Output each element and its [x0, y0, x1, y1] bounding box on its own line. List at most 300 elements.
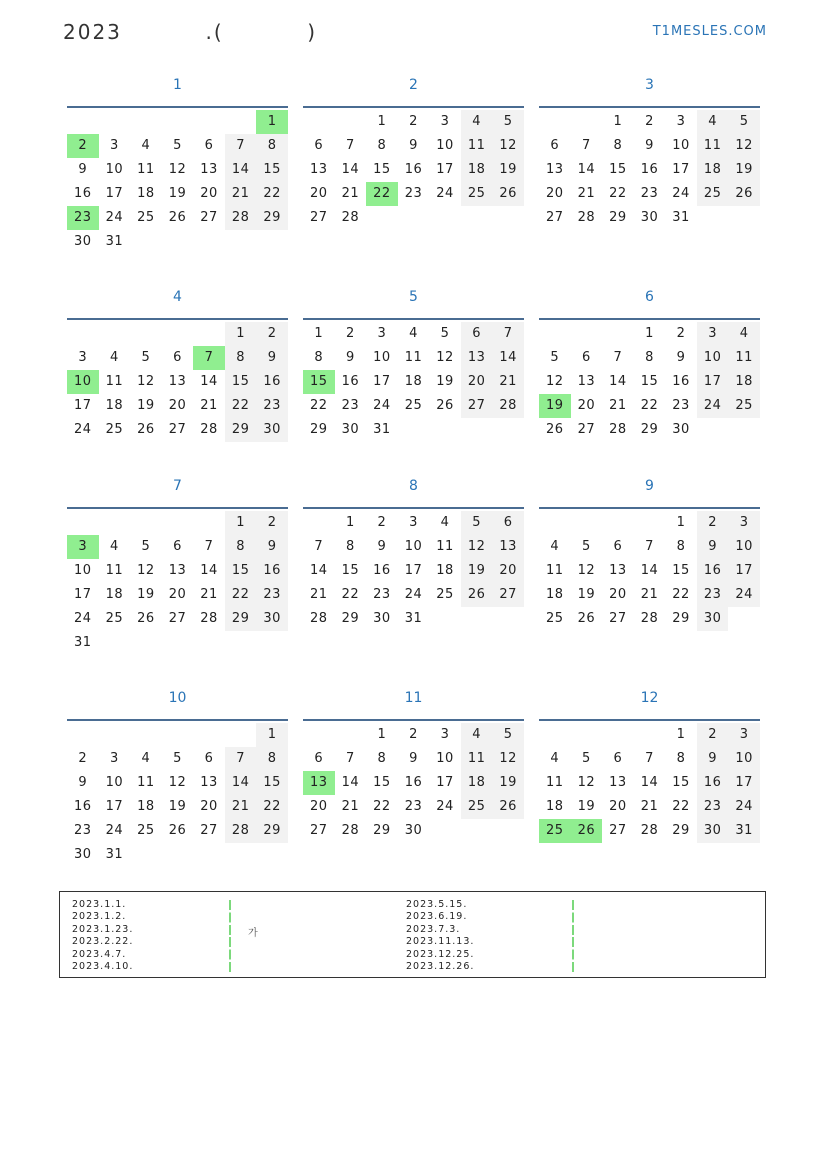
day-cell: 6: [613, 539, 623, 554]
empty-cell: [130, 511, 162, 535]
day-cell: 14: [640, 563, 659, 578]
month-title: 1: [173, 77, 182, 93]
day-cell: 12: [577, 563, 596, 578]
day-cell: 23: [373, 587, 391, 602]
month-11: [303, 685, 524, 843]
day-cell: 22: [310, 398, 328, 413]
day-cell: 12: [492, 747, 524, 771]
day-cell: 25: [137, 823, 155, 838]
day-cell: 21: [492, 370, 524, 394]
day-cell: 6: [550, 138, 560, 153]
day-cell: 14: [225, 771, 257, 795]
day-cell: 2: [67, 134, 99, 158]
day-cell: 27: [310, 210, 328, 225]
month-title: 6: [645, 289, 654, 305]
day-cell: 31: [728, 819, 760, 843]
month-10: [67, 685, 288, 867]
month-days: [67, 110, 288, 254]
day-cell: 19: [137, 587, 155, 602]
day-cell: 23: [697, 795, 729, 819]
day-cell: 21: [200, 398, 218, 413]
month-days: [303, 110, 524, 230]
day-cell: 11: [105, 374, 124, 389]
day-cell: 16: [697, 559, 729, 583]
day-cell: 8: [613, 138, 623, 153]
day-cell: 10: [697, 346, 729, 370]
day-cell: 18: [137, 186, 155, 201]
day-cell: 15: [225, 370, 257, 394]
day-cell: 29: [341, 611, 360, 626]
day-cell: 22: [672, 587, 690, 602]
day-cell: 20: [168, 587, 187, 602]
day-cell: 6: [204, 138, 214, 153]
day-cell: 1: [645, 326, 654, 341]
day-cell: 25: [546, 611, 564, 626]
empty-cell: [130, 322, 162, 346]
day-cell: 16: [404, 775, 423, 790]
day-cell: 25: [461, 182, 493, 206]
day-cell: 11: [546, 563, 564, 578]
month-rule: [539, 507, 760, 509]
month-title: 12: [640, 690, 659, 706]
day-cell: 3: [78, 350, 88, 365]
empty-cell: [539, 723, 571, 747]
empty-cell: [303, 110, 335, 134]
month-days: [539, 322, 760, 442]
day-cell: 24: [672, 186, 690, 201]
day-cell: 8: [676, 751, 686, 766]
empty-cell: [539, 110, 571, 134]
day-cell: 19: [168, 186, 187, 201]
day-cell: 20: [609, 799, 627, 814]
month-7: [67, 473, 288, 655]
day-cell: 22: [640, 398, 659, 413]
day-cell: 18: [137, 799, 155, 814]
day-cell: 27: [168, 611, 187, 626]
day-cell: 3: [109, 138, 119, 153]
day-cell: 30: [672, 422, 690, 437]
day-cell: 13: [609, 563, 627, 578]
day-cell: 27: [492, 583, 524, 607]
day-cell: 20: [200, 186, 218, 201]
month-days: [539, 723, 760, 843]
day-cell: 25: [105, 611, 124, 626]
day-cell: 28: [640, 611, 659, 626]
day-cell: 22: [341, 587, 360, 602]
day-cell: 1: [613, 114, 623, 129]
day-cell: 7: [492, 322, 524, 346]
day-cell: 18: [436, 563, 454, 578]
day-cell: 18: [546, 799, 564, 814]
legend-date: 2023.12.26.: [406, 960, 475, 972]
day-cell: 2: [78, 751, 88, 766]
day-cell: 3: [109, 751, 119, 766]
day-cell: 28: [609, 422, 627, 437]
day-cell: 20: [310, 799, 328, 814]
day-cell: 10: [672, 138, 690, 153]
day-cell: 15: [225, 559, 257, 583]
empty-cell: [193, 110, 225, 134]
day-cell: 24: [697, 394, 729, 418]
day-cell: 27: [200, 210, 218, 225]
day-cell: 11: [137, 775, 155, 790]
day-cell: 24: [105, 210, 124, 225]
month-rule: [303, 318, 524, 320]
day-cell: 5: [141, 539, 151, 554]
day-cell: 20: [168, 398, 187, 413]
day-cell: 2: [676, 326, 686, 341]
day-cell: 28: [225, 206, 257, 230]
day-cell: 4: [109, 350, 119, 365]
day-cell: 9: [697, 535, 729, 559]
day-cell: 7: [225, 747, 257, 771]
day-cell: 9: [345, 350, 355, 365]
day-cell: 26: [492, 182, 524, 206]
day-cell: 16: [256, 559, 288, 583]
empty-cell: [99, 322, 131, 346]
day-cell: 14: [492, 346, 524, 370]
day-cell: 5: [728, 110, 760, 134]
day-cell: 5: [581, 539, 591, 554]
day-cell: 9: [676, 350, 686, 365]
day-cell: 30: [373, 611, 391, 626]
empty-cell: [303, 723, 335, 747]
day-cell: 23: [74, 823, 92, 838]
day-cell: 23: [256, 583, 288, 607]
day-cell: 28: [200, 611, 218, 626]
day-cell: 13: [200, 775, 218, 790]
empty-cell: [162, 511, 194, 535]
day-cell: 16: [74, 799, 92, 814]
legend-left-dates: [72, 899, 133, 973]
day-cell: 16: [404, 162, 423, 177]
day-cell: 20: [546, 186, 564, 201]
empty-cell: [193, 322, 225, 346]
day-cell: 17: [672, 162, 690, 177]
day-cell: 1: [345, 515, 355, 530]
legend-date: 2023.1.23.: [72, 923, 134, 935]
day-cell: 29: [225, 607, 257, 631]
day-cell: 24: [728, 795, 760, 819]
day-cell: 27: [200, 823, 218, 838]
day-cell: 27: [168, 422, 187, 437]
day-cell: 22: [225, 583, 257, 607]
day-cell: 27: [310, 823, 328, 838]
month-6: [539, 284, 760, 442]
month-title: 10: [168, 690, 187, 706]
empty-cell: [303, 511, 335, 535]
day-cell: 9: [377, 539, 387, 554]
day-cell: 4: [550, 751, 560, 766]
day-cell: 15: [373, 775, 391, 790]
day-cell: 5: [492, 723, 524, 747]
day-cell: 25: [404, 398, 423, 413]
day-cell: 1: [256, 723, 288, 747]
day-cell: 2: [645, 114, 654, 129]
day-cell: 8: [225, 535, 257, 559]
day-cell: 17: [74, 398, 92, 413]
day-cell: 14: [200, 374, 218, 389]
day-cell: 19: [577, 799, 596, 814]
day-cell: 22: [366, 182, 398, 206]
legend-date: 2023.12.25.: [406, 948, 475, 960]
day-cell: 14: [200, 563, 218, 578]
day-cell: 20: [200, 799, 218, 814]
day-cell: 9: [697, 747, 729, 771]
empty-cell: [67, 511, 99, 535]
month-rule: [303, 719, 524, 721]
empty-cell: [67, 322, 99, 346]
legend-date: 2023.5.15.: [406, 899, 468, 910]
day-cell: 17: [373, 374, 391, 389]
brand-link[interactable]: T1MESLES.COM: [652, 24, 767, 39]
day-cell: 3: [728, 723, 760, 747]
day-cell: 7: [345, 751, 355, 766]
empty-cell: [193, 723, 225, 747]
day-cell: 11: [404, 350, 423, 365]
day-cell: 29: [225, 418, 257, 442]
month-title: 5: [409, 289, 418, 305]
empty-cell: [571, 110, 603, 134]
day-cell: 7: [204, 539, 214, 554]
day-cell: 10: [404, 539, 423, 554]
day-cell: 15: [303, 370, 335, 394]
day-cell: 17: [404, 563, 423, 578]
day-cell: 27: [577, 422, 596, 437]
day-cell: 17: [105, 186, 124, 201]
day-cell: 12: [436, 350, 454, 365]
day-cell: 30: [341, 422, 360, 437]
day-cell: 8: [676, 539, 686, 554]
day-cell: 17: [74, 587, 92, 602]
day-cell: 8: [645, 350, 654, 365]
day-cell: 29: [672, 611, 690, 626]
month-8: [303, 473, 524, 631]
day-cell: 3: [728, 511, 760, 535]
day-cell: 4: [697, 110, 729, 134]
day-cell: 26: [137, 422, 155, 437]
day-cell: 2: [409, 727, 418, 742]
day-cell: 21: [341, 186, 360, 201]
empty-cell: [571, 723, 603, 747]
day-cell: 13: [310, 162, 328, 177]
day-cell: 3: [67, 535, 99, 559]
day-cell: 9: [256, 346, 288, 370]
month-1: [67, 72, 288, 254]
day-cell: 12: [492, 134, 524, 158]
day-cell: 19: [168, 799, 187, 814]
day-cell: 18: [404, 374, 423, 389]
day-cell: 5: [440, 326, 450, 341]
day-cell: 6: [173, 539, 182, 554]
day-cell: 5: [550, 350, 560, 365]
day-cell: 13: [492, 535, 524, 559]
day-cell: 28: [640, 823, 659, 838]
day-cell: 19: [137, 398, 155, 413]
day-cell: 13: [461, 346, 493, 370]
month-days: [67, 322, 288, 442]
legend-marker-left: [229, 900, 231, 972]
day-cell: 30: [697, 819, 729, 843]
day-cell: 14: [640, 775, 659, 790]
day-cell: 3: [676, 114, 686, 129]
day-cell: 30: [256, 418, 288, 442]
day-cell: 19: [728, 158, 760, 182]
day-cell: 28: [341, 210, 360, 225]
day-cell: 8: [377, 751, 387, 766]
day-cell: 10: [728, 747, 760, 771]
empty-cell: [67, 723, 99, 747]
day-cell: 8: [225, 346, 257, 370]
month-9: [539, 473, 760, 631]
day-cell: 8: [345, 539, 355, 554]
day-cell: 6: [613, 751, 623, 766]
day-cell: 25: [137, 210, 155, 225]
legend-marker-right: [572, 900, 574, 972]
empty-cell: [335, 723, 367, 747]
empty-cell: [571, 322, 603, 346]
day-cell: 12: [546, 374, 564, 389]
day-cell: 6: [581, 350, 591, 365]
day-cell: 25: [461, 795, 493, 819]
month-days: [539, 511, 760, 631]
empty-cell: [67, 110, 99, 134]
day-cell: 13: [303, 771, 335, 795]
day-cell: 7: [581, 138, 591, 153]
day-cell: 11: [461, 747, 493, 771]
day-cell: 27: [609, 611, 627, 626]
day-cell: 6: [204, 751, 214, 766]
legend-date: 2023.7.3.: [406, 923, 461, 935]
month-title: 11: [404, 690, 423, 706]
day-cell: 24: [74, 611, 92, 626]
day-cell: 28: [577, 210, 596, 225]
day-cell: 29: [310, 422, 328, 437]
day-cell: 16: [672, 374, 690, 389]
empty-cell: [602, 723, 634, 747]
day-cell: 21: [577, 186, 596, 201]
day-cell: 27: [461, 394, 493, 418]
day-cell: 22: [609, 186, 627, 201]
day-cell: 21: [225, 182, 257, 206]
empty-cell: [634, 723, 666, 747]
legend-note: 가: [248, 928, 258, 939]
day-cell: 6: [314, 138, 324, 153]
day-cell: 29: [256, 819, 288, 843]
day-cell: 15: [256, 158, 288, 182]
day-cell: 10: [105, 162, 124, 177]
day-cell: 26: [436, 398, 454, 413]
empty-cell: [225, 723, 257, 747]
day-cell: 10: [436, 751, 454, 766]
day-cell: 1: [225, 322, 257, 346]
holiday-legend: [59, 891, 766, 978]
day-cell: 27: [609, 823, 627, 838]
day-cell: 3: [440, 114, 450, 129]
day-cell: 19: [436, 374, 454, 389]
day-cell: 24: [728, 583, 760, 607]
page-title: [63, 20, 317, 44]
day-cell: 31: [74, 635, 92, 650]
empty-cell: [225, 110, 257, 134]
legend-date: 2023.2.22.: [72, 936, 134, 948]
day-cell: 1: [225, 511, 257, 535]
empty-cell: [193, 511, 225, 535]
month-2: [303, 72, 524, 230]
day-cell: 5: [492, 110, 524, 134]
day-cell: 28: [492, 394, 524, 418]
day-cell: 20: [461, 370, 493, 394]
day-cell: 22: [672, 799, 690, 814]
empty-cell: [99, 110, 131, 134]
day-cell: 19: [492, 771, 524, 795]
day-cell: 15: [341, 563, 360, 578]
day-cell: 28: [200, 422, 218, 437]
day-cell: 18: [728, 370, 760, 394]
day-cell: 31: [672, 210, 690, 225]
day-cell: 29: [609, 210, 627, 225]
day-cell: 31: [404, 611, 423, 626]
empty-cell: [99, 723, 131, 747]
day-cell: 2: [345, 326, 355, 341]
month-title: 4: [173, 289, 182, 305]
day-cell: 14: [341, 775, 360, 790]
day-cell: 6: [314, 751, 324, 766]
day-cell: 5: [581, 751, 591, 766]
day-cell: 18: [105, 398, 124, 413]
day-cell: 7: [345, 138, 355, 153]
day-cell: 12: [168, 775, 187, 790]
day-cell: 15: [672, 775, 690, 790]
day-cell: 14: [225, 158, 257, 182]
day-cell: 2: [256, 322, 288, 346]
empty-cell: [162, 322, 194, 346]
day-cell: 26: [546, 422, 564, 437]
day-cell: 13: [168, 563, 187, 578]
day-cell: 13: [577, 374, 596, 389]
day-cell: 26: [728, 182, 760, 206]
day-cell: 25: [728, 394, 760, 418]
day-cell: 16: [697, 771, 729, 795]
day-cell: 2: [256, 511, 288, 535]
day-cell: 20: [609, 587, 627, 602]
day-cell: 17: [728, 559, 760, 583]
day-cell: 15: [256, 771, 288, 795]
day-cell: 4: [109, 539, 119, 554]
day-cell: 14: [577, 162, 596, 177]
day-cell: 24: [74, 422, 92, 437]
day-cell: 2: [409, 114, 418, 129]
day-cell: 2: [697, 723, 729, 747]
day-cell: 18: [105, 587, 124, 602]
legend-right-dates: [406, 899, 474, 973]
day-cell: 12: [461, 535, 493, 559]
day-cell: 9: [409, 751, 418, 766]
empty-cell: [99, 511, 131, 535]
day-cell: 24: [404, 587, 423, 602]
day-cell: 26: [492, 795, 524, 819]
month-days: [303, 511, 524, 631]
day-cell: 16: [74, 186, 92, 201]
day-cell: 13: [168, 374, 187, 389]
empty-cell: [539, 511, 571, 535]
day-cell: 6: [173, 350, 182, 365]
month-title: 7: [173, 478, 182, 494]
day-cell: 26: [168, 823, 187, 838]
title-close: ): [307, 20, 318, 44]
day-cell: 24: [436, 799, 454, 814]
day-cell: 22: [373, 799, 391, 814]
